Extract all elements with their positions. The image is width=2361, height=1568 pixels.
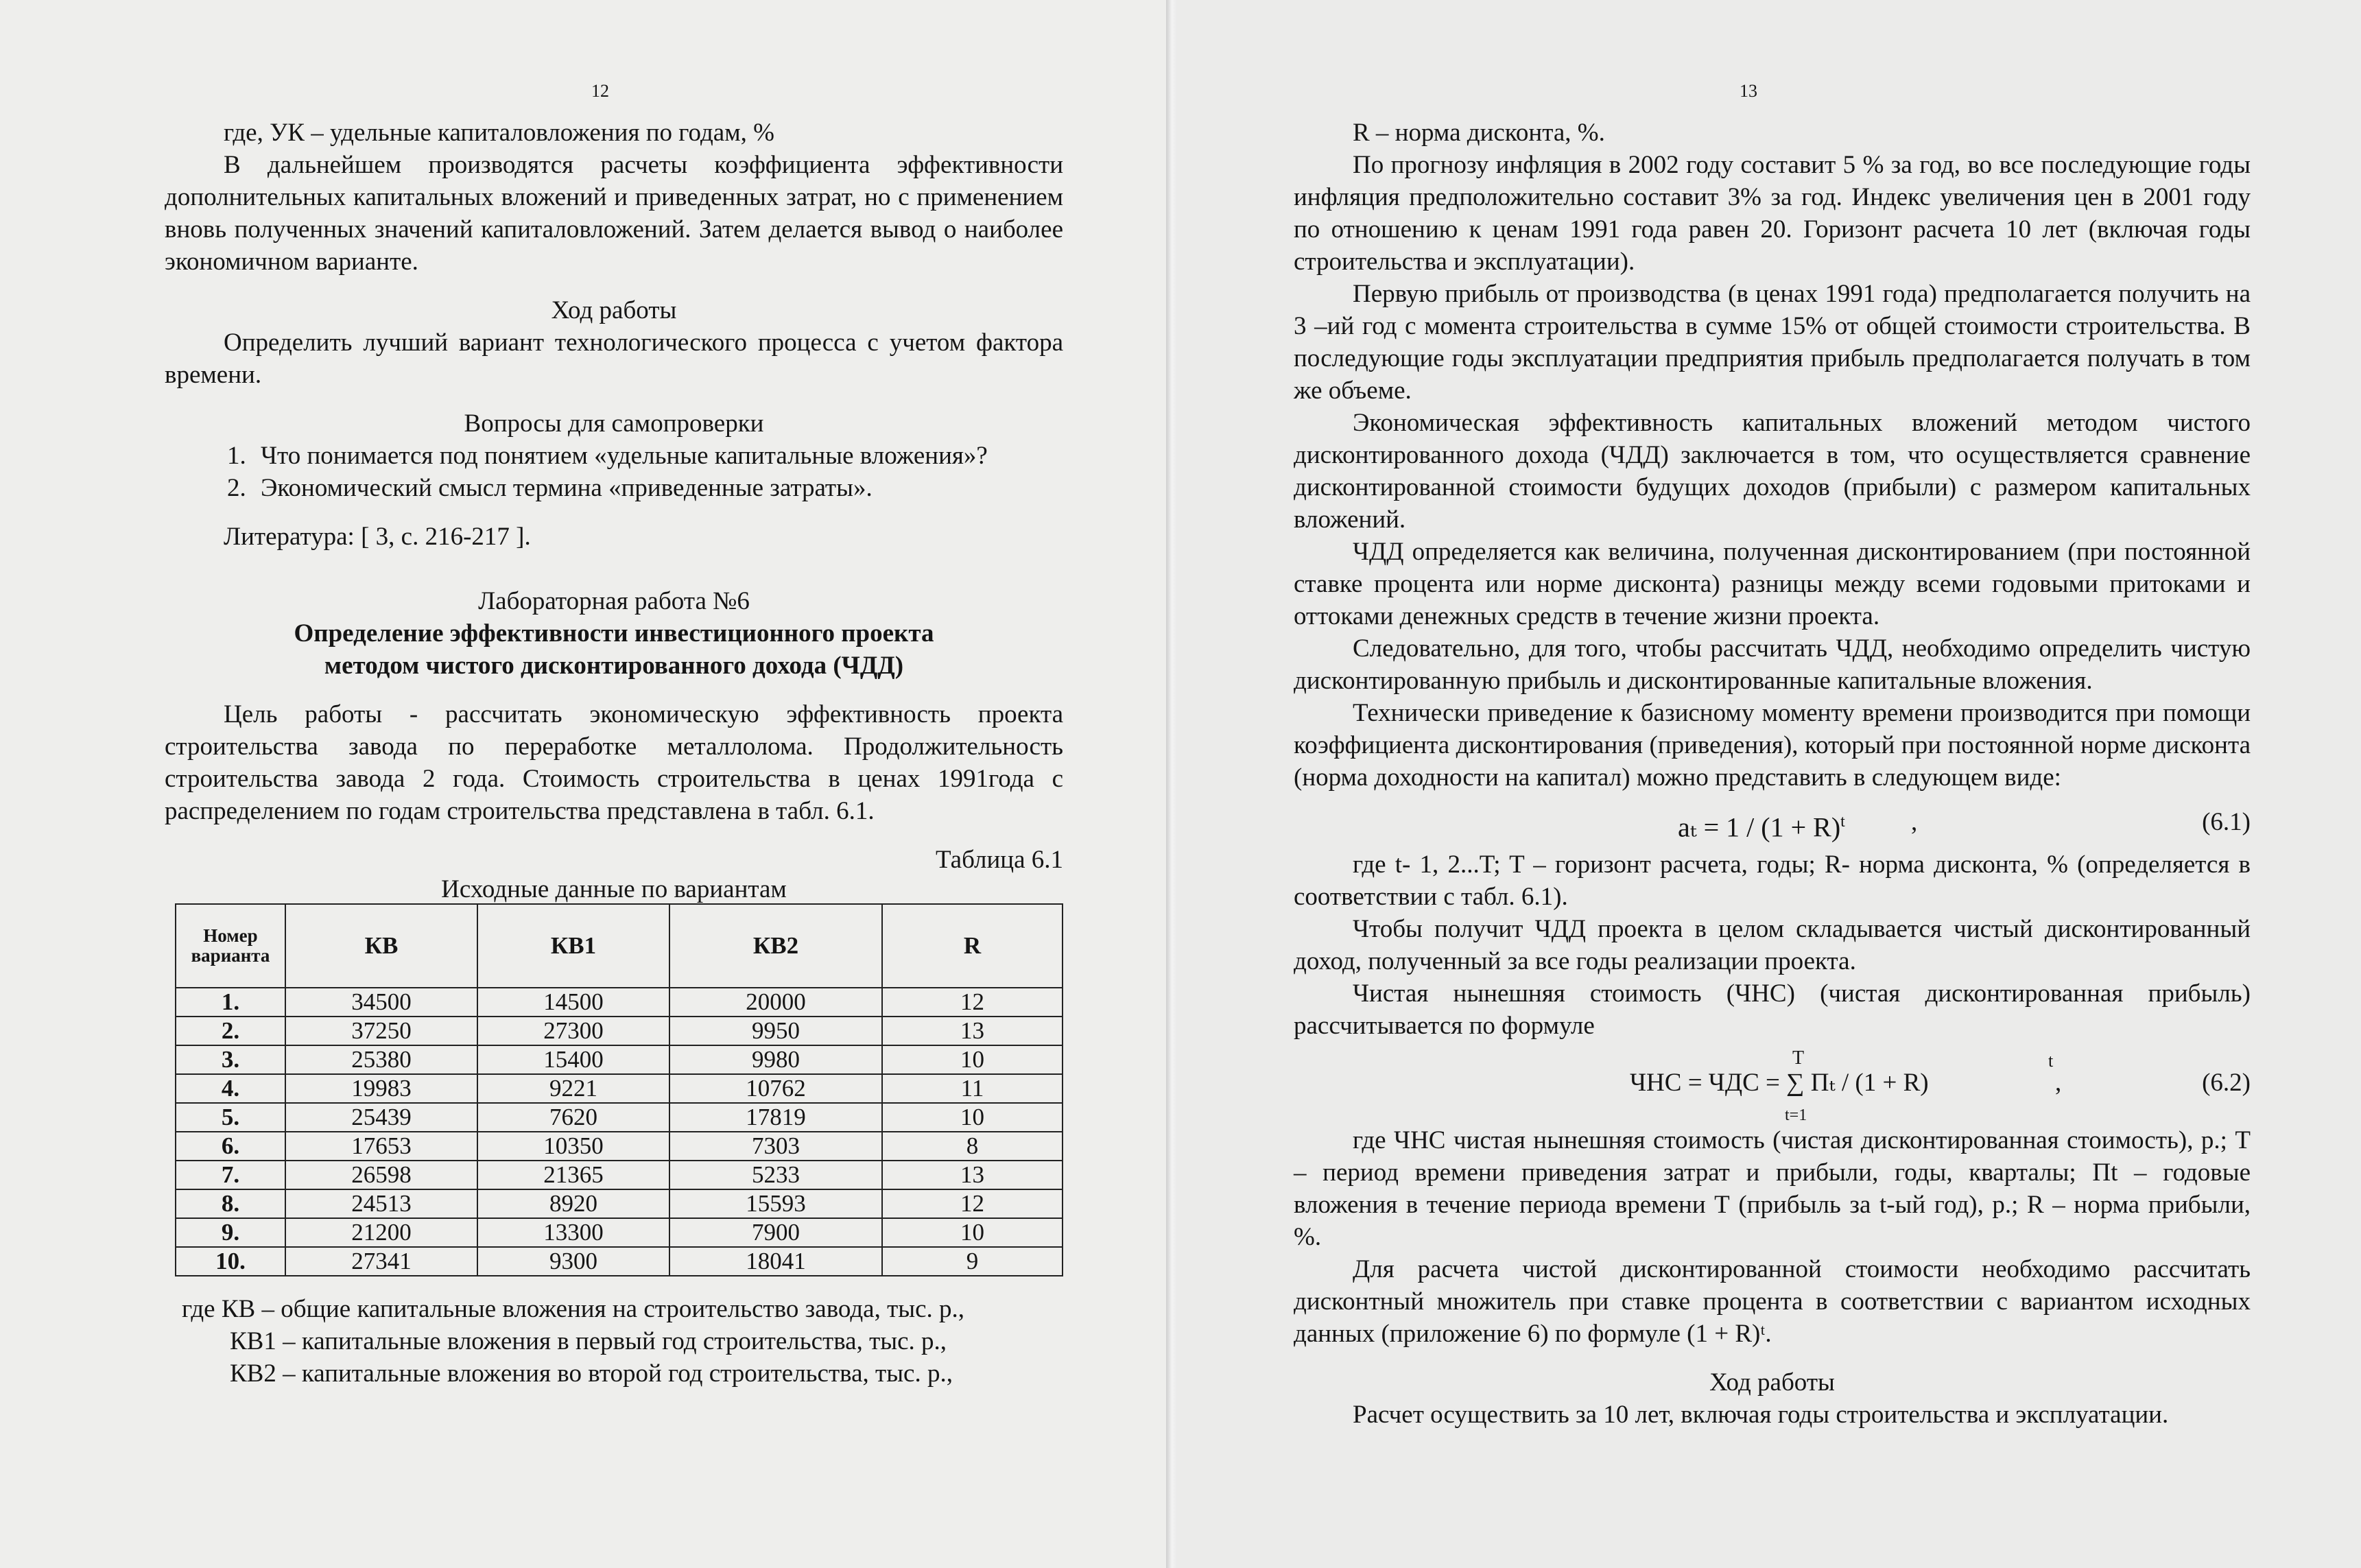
lab-subtitle-2: методом чистого дисконтированного дохода (ЧДД) [324, 652, 904, 680]
table-cell: 7303 [669, 1132, 882, 1161]
formula-6-1-sup: t [1840, 813, 1845, 831]
formula-6-1-body: aₜ = 1 / (1 + R) [1678, 811, 1841, 843]
table-row [176, 988, 1063, 1017]
paragraph: Следовательно, для того, чтобы рассчитать ЧДД, необходимо определить чистую дисконтированную прибыль и дисконтированные капитальные вложения. [1294, 634, 2251, 695]
table-cell: 9 [882, 1247, 1063, 1276]
table-row [176, 1045, 1063, 1074]
table-variant-cell: 4. [176, 1074, 285, 1103]
intro-line: где, УК – удельные капиталовложения по годам, % [224, 119, 774, 147]
table-cell: 9300 [477, 1247, 669, 1276]
intro-paragraph: В дальнейшем производятся расчеты коэффициента эффективности дополнительных капитальных вложений и приведенных затрат, но с применением вновь полученных значений капиталовложений. Затем делается вывод о наиболее экономичном варианте. [165, 151, 1063, 276]
table-header-cell: Номер варианта [176, 904, 285, 988]
table-cell: 15593 [669, 1189, 882, 1218]
table-variant-cell: 9. [176, 1218, 285, 1247]
table-cell: 17819 [669, 1103, 882, 1132]
table-cell: 21200 [285, 1218, 477, 1247]
right-page [1177, 0, 2361, 1568]
table-cell: 9950 [669, 1017, 882, 1045]
table-row [176, 1247, 1063, 1276]
left-text-block [165, 117, 1063, 1390]
table-cell: 12 [882, 1189, 1063, 1218]
formula-6-2-sup: t [2048, 1051, 2054, 1071]
formula-6-2-number: (6.2) [2202, 1069, 2251, 1097]
table-header-cell: R [882, 904, 1063, 988]
table-cell: 37250 [285, 1017, 477, 1045]
table-cell: 8920 [477, 1189, 669, 1218]
page-number-left: 12 [591, 81, 609, 101]
table-cell: 10 [882, 1045, 1063, 1074]
table-header-cell: КВ2 [669, 904, 882, 988]
table-variant-cell: 7. [176, 1161, 285, 1189]
table-cell: 13300 [477, 1218, 669, 1247]
table-header-cell: КВ [285, 904, 477, 988]
left-page [0, 0, 1170, 1568]
definition-kv: где КВ – общие капитальные вложения на строительство завода, тыс. р., [182, 1295, 965, 1323]
paragraph: Для расчета чистой дисконтированной стоимости необходимо рассчитать дисконтный множитель при ставке процента в соответствии с вариантом исходных данных (приложение 6) по формуле (1 + R)ᵗ. [1294, 1255, 2251, 1348]
goal-text: Цель работы - рассчитать экономическую эффективность проекта строительства завода по переработке металлолома. Продолжительность строительства завода 2 года. Стоимость строительства в ценах 1991года с распределением по годам строительства представлена в табл. 6.1. [165, 700, 1063, 825]
table-cell: 25439 [285, 1103, 477, 1132]
table-cell: 18041 [669, 1247, 882, 1276]
table-cell: 10 [882, 1103, 1063, 1132]
table-cell: 27300 [477, 1017, 669, 1045]
table-variant-cell: 6. [176, 1132, 285, 1161]
questions-list [165, 440, 1063, 504]
formula-6-2-comma: , [2055, 1069, 2062, 1097]
table-caption: Исходные данные по вариантам [441, 875, 787, 903]
table-cell: 20000 [669, 988, 882, 1017]
table-row [176, 1132, 1063, 1161]
table-cell: 17653 [285, 1132, 477, 1161]
table-cell: 10762 [669, 1074, 882, 1103]
work-text-right: Расчет осуществить за 10 лет, включая годы строительства и эксплуатации. [1353, 1401, 2169, 1429]
table-cell: 13 [882, 1017, 1063, 1045]
table-variant-cell: 10. [176, 1247, 285, 1276]
definition-kv2: КВ2 – капитальные вложения во второй год строительства, тыс. р., [230, 1359, 953, 1388]
paragraph: Экономическая эффективность капитальных вложений методом чистого дисконтированного дохода (ЧДД) заключается в том, что осуществляется сравнение дисконтированной стоимости будущих доходов (прибыли) с размером капитальных вложений. [1294, 409, 2251, 534]
table-header-row [176, 904, 1063, 988]
literature: Литература: [ 3, с. 216-217 ]. [224, 523, 531, 551]
paragraph: ЧДД определяется как величина, полученная дисконтированием (при постоянной ставке процента или норме дисконта) разницы между всеми годовыми притоками и оттоками денежных средств в течение жизни проекта. [1294, 538, 2251, 630]
table-cell: 8 [882, 1132, 1063, 1161]
table-row [176, 1017, 1063, 1045]
table-variant-cell: 8. [176, 1189, 285, 1218]
lab-title: Лабораторная работа №6 [478, 587, 750, 615]
formula-6-2-body: ЧНС = ЧДС = ∑ Пₜ / (1 + R) [1630, 1069, 1929, 1097]
table-cell: 15400 [477, 1045, 669, 1074]
table-cell: 10 [882, 1218, 1063, 1247]
table-variant-cell: 2. [176, 1017, 285, 1045]
paragraph: Чтобы получит ЧДД проекта в целом складывается чистый дисконтированный доход, полученный за все годы реализации проекта. [1294, 915, 2251, 975]
paragraph: Чистая нынешняя стоимость (ЧНС) (чистая дисконтированная прибыль) рассчитывается по формуле [1294, 979, 2251, 1040]
formula-6-1 [1294, 794, 2251, 848]
question-item: 1. Что понимается под понятием «удельные капитальные вложения»? [252, 440, 1063, 472]
table-row [176, 1161, 1063, 1189]
table-variant-cell: 5. [176, 1103, 285, 1132]
formula-6-2-where: где ЧНС чистая нынешняя стоимость (чистая дисконтированная стоимость), р.; Т – период времени приведения затрат и прибыли, годы, кварталы; Пt – годовые вложения в течение периода времени Т (прибыль за t-ый год), р.; R – норма прибыли, %. [1294, 1126, 2251, 1251]
data-table [175, 903, 1063, 1276]
page-number-right: 13 [1740, 81, 1757, 101]
r-line: R – норма дисконта, %. [1353, 119, 1605, 147]
table-cell: 7900 [669, 1218, 882, 1247]
work-text-left: Определить лучший вариант технологического процесса с учетом фактора времени. [165, 329, 1063, 389]
paragraph: Первую прибыль от производства (в ценах 1991 года) предполагается получить на 3 –ий год с момента строительства в сумме 15% от общей стоимости строительства. В последующие годы эксплуатации предприятия прибыль предполагается получать в том же объеме. [1294, 280, 2251, 405]
table-variant-cell: 1. [176, 988, 285, 1017]
right-text-block [1294, 117, 2251, 1431]
table-cell: 12 [882, 988, 1063, 1017]
table-cell: 9980 [669, 1045, 882, 1074]
table-variant-cell: 3. [176, 1045, 285, 1074]
table-cell: 9221 [477, 1074, 669, 1103]
formula-6-2-upper-limit: T [1792, 1047, 1805, 1069]
table-cell: 7620 [477, 1103, 669, 1132]
table-row [176, 1103, 1063, 1132]
table-cell: 34500 [285, 988, 477, 1017]
table-cell: 10350 [477, 1132, 669, 1161]
table-cell: 24513 [285, 1189, 477, 1218]
table-cell: 26598 [285, 1161, 477, 1189]
table-cell: 11 [882, 1074, 1063, 1103]
question-item: 2. Экономический смысл термина «приведенные затраты». [252, 472, 1063, 504]
work-heading-right: Ход работы [1709, 1368, 1835, 1397]
table-cell: 19983 [285, 1074, 477, 1103]
table-cell: 14500 [477, 988, 669, 1017]
paragraph: По прогнозу инфляция в 2002 году составит 5 % за год, во все последующие годы инфляция предположительно составит 3% за год. Индекс увеличения цен в 2001 году по отношению к ценам 1991 года равен 20. Горизонт расчета 10 лет (включая годы строительства и эксплуатации). [1294, 151, 2251, 276]
table-cell: 25380 [285, 1045, 477, 1074]
table-header-cell: КВ1 [477, 904, 669, 988]
formula-6-1-where: где t- 1, 2...T; T – горизонт расчета, годы; R- норма дисконта, % (определяется в соответствии с табл. 6.1). [1294, 851, 2251, 911]
table-row [176, 1074, 1063, 1103]
table-cell: 21365 [477, 1161, 669, 1189]
questions-heading: Вопросы для самопроверки [464, 409, 764, 438]
formula-6-1-comma: , [1911, 808, 1918, 836]
formula-6-2-lower-limit: t=1 [1785, 1106, 1807, 1124]
table-cell: 27341 [285, 1247, 477, 1276]
paragraph: Технически приведение к базисному моменту времени производится при помощи коэффициента дисконтирования (приведения), который при постоянной норме дисконта (норма доходности на капитал) можно представить в следующем виде: [1294, 699, 2251, 792]
table-row [176, 1189, 1063, 1218]
table-cell: 13 [882, 1161, 1063, 1189]
table-cell: 5233 [669, 1161, 882, 1189]
work-heading-left: Ход работы [551, 296, 677, 324]
table-row [176, 1218, 1063, 1247]
definition-kv1: КВ1 – капитальные вложения в первый год строительства, тыс. р., [230, 1327, 947, 1355]
table-label: Таблица 6.1 [936, 846, 1063, 874]
formula-6-2 [1294, 1042, 2251, 1124]
lab-subtitle-1: Определение эффективности инвестиционного проекта [294, 619, 934, 648]
formula-6-1-number: (6.1) [2202, 808, 2251, 836]
